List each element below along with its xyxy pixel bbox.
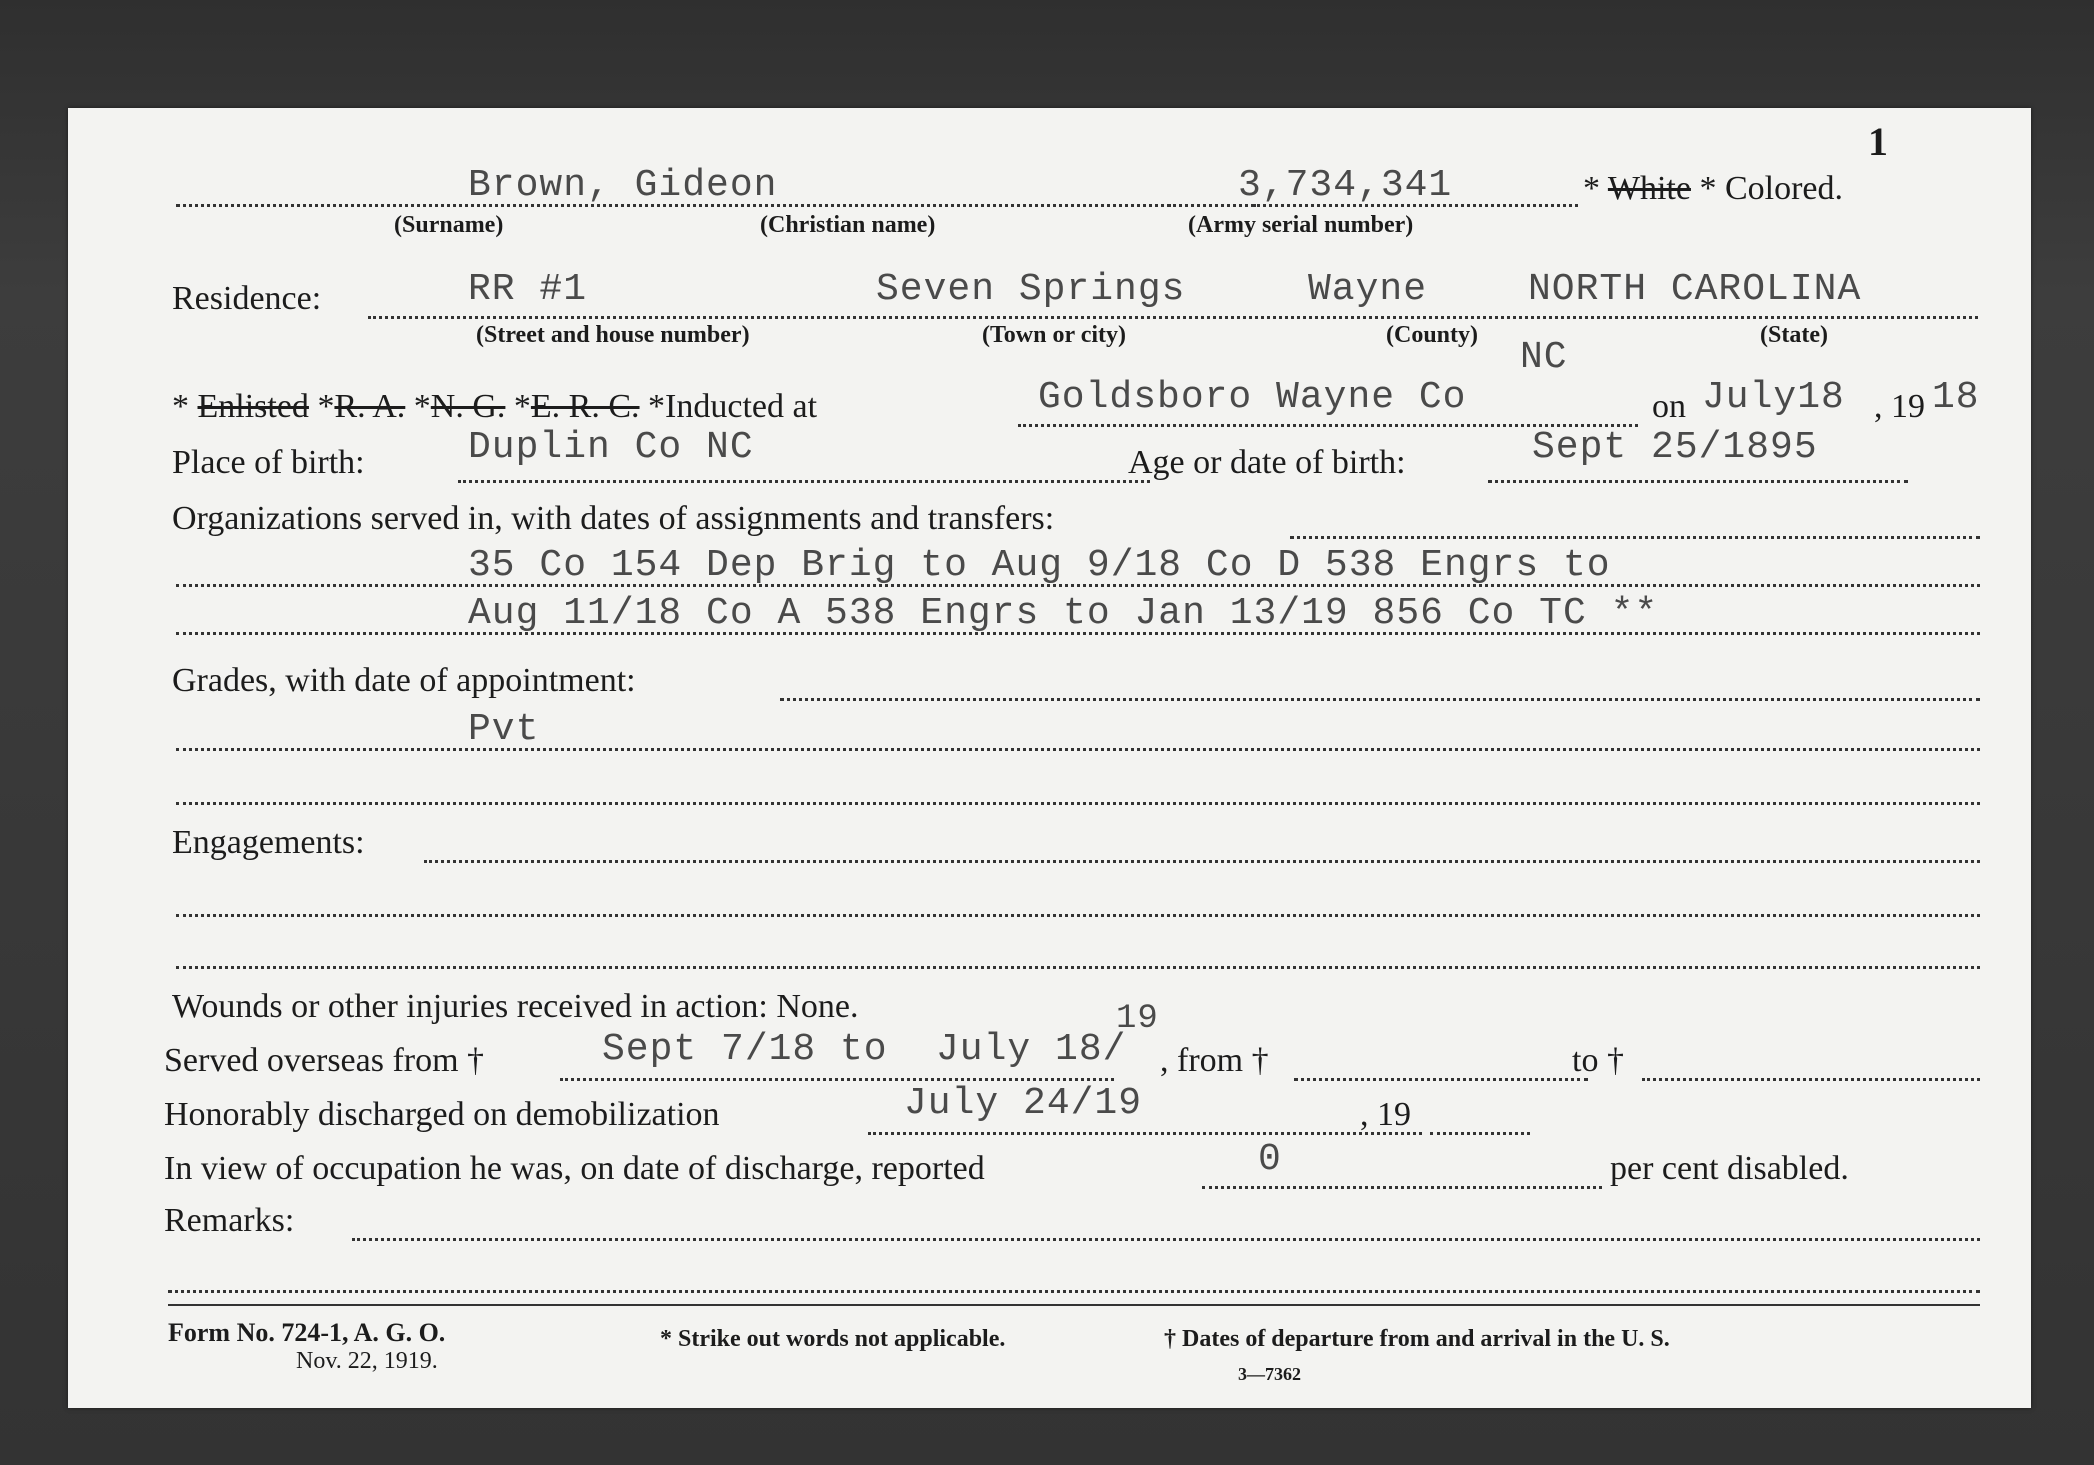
grade-value: Pvt: [468, 708, 540, 751]
race-colored: Colored.: [1724, 170, 1844, 207]
organizations-line2: Aug 11/18 Co A 538 Engrs to Jan 13/19 856 Co TC **: [468, 592, 1659, 635]
year-prefix: , 19: [1874, 388, 1925, 425]
race-white: White: [1607, 170, 1691, 207]
organizations-label: Organizations served in, with dates of assignments and transfers:: [172, 500, 1055, 537]
inducted-place: Goldsboro Wayne Co: [1038, 376, 1467, 419]
overseas-line-2: [1642, 1078, 1980, 1081]
star: *: [317, 388, 335, 425]
discharge-year: , 19: [1360, 1096, 1411, 1133]
served-overseas-label: Served overseas from †: [164, 1042, 485, 1079]
remarks-label: Remarks:: [164, 1202, 295, 1239]
residence-label: Residence:: [172, 280, 322, 317]
serial-label: (Army serial number): [1188, 212, 1414, 238]
star: *: [413, 388, 431, 425]
overseas-from2: , from †: [1160, 1042, 1269, 1079]
date-of-birth: Sept 25/1895: [1532, 426, 1818, 469]
enlistment-options: [172, 388, 817, 426]
inducted-year: 18: [1932, 376, 1980, 419]
army-serial-number: 3,734,341: [1238, 164, 1453, 207]
on-label: on: [1652, 388, 1686, 425]
disability-value: 0: [1258, 1138, 1282, 1181]
county-label: (County): [1386, 322, 1479, 348]
regular-army: R. A.: [334, 388, 406, 425]
serial-line: [1168, 204, 1578, 207]
dates-note: † Dates of departure from and arrival in the U. S.: [1164, 1326, 1670, 1352]
disability-line: [1202, 1186, 1602, 1189]
overseas-to-year: 19: [1116, 1000, 1159, 1038]
race-options: [1583, 170, 1843, 208]
inducted-label: *Inducted at: [648, 388, 818, 425]
star: *: [172, 388, 189, 425]
age-label: Age or date of birth:: [1128, 444, 1406, 481]
strike-note: * Strike out words not applicable.: [660, 1326, 1006, 1352]
surname-christian-name: Brown, Gideon: [468, 164, 778, 207]
national-guard: N. G.: [430, 388, 506, 425]
overseas-to-date: July 18/: [936, 1028, 1127, 1071]
street-label: (Street and house number): [476, 322, 750, 348]
overseas-line-1: [1294, 1078, 1588, 1081]
remarks-line-0: [352, 1238, 1980, 1241]
wounds-text: Wounds or other injuries received in action: None.: [172, 988, 859, 1025]
organizations-line1: 35 Co 154 Dep Brig to Aug 9/18 Co D 538 Engrs to: [468, 544, 1611, 587]
grades-line-1: [176, 748, 1980, 751]
discharge-line: [868, 1132, 1422, 1135]
town-label: (Town or city): [982, 322, 1126, 348]
engagements-line-1: [176, 914, 1980, 917]
place-of-birth: Duplin Co NC: [468, 426, 754, 469]
discharge-date: July 24/19: [904, 1082, 1143, 1125]
star: *: [1583, 170, 1600, 207]
christian-name-label: (Christian name): [760, 212, 936, 238]
surname-label: (Surname): [394, 212, 504, 238]
inducted-state: NC: [1520, 336, 1568, 379]
engagements-line-2: [176, 966, 1980, 969]
star: *: [1699, 170, 1717, 207]
enlisted-reserve-corps: E. R. C.: [530, 388, 640, 425]
form-number: Form No. 724-1, A. G. O.: [168, 1318, 446, 1347]
engagements-line-0: [424, 860, 1980, 863]
overseas-line-0: [560, 1078, 1114, 1081]
disability-label: In view of occupation he was, on date of discharge, reported: [164, 1150, 985, 1187]
residence-town: Seven Springs: [876, 268, 1186, 311]
residence-street: RR #1: [468, 268, 588, 311]
print-code: 3—7362: [1238, 1364, 1301, 1384]
disability-suffix: per cent disabled.: [1610, 1150, 1849, 1187]
place-of-birth-line: [458, 480, 1150, 483]
residence-state: NORTH CAROLINA: [1528, 268, 1862, 311]
inducted-date: July18: [1702, 376, 1845, 419]
discharge-year-line: [1430, 1132, 1530, 1135]
org-line-0: [1290, 536, 1980, 539]
form-date: Nov. 22, 1919.: [296, 1348, 438, 1374]
footer-rule: [168, 1304, 1980, 1306]
enlisted: Enlisted: [197, 388, 309, 425]
state-label: (State): [1760, 322, 1828, 348]
overseas-from-date: Sept 7/18: [602, 1028, 817, 1071]
grades-line-2: [176, 802, 1980, 805]
engagements-label: Engagements:: [172, 824, 365, 861]
discharge-label: Honorably discharged on demobilization: [164, 1096, 720, 1133]
service-record-card: [68, 108, 2031, 1408]
card-number: 1: [1868, 119, 1888, 164]
remarks-line-1: [168, 1290, 1980, 1293]
age-line: [1488, 480, 1908, 483]
star: *: [513, 388, 531, 425]
grades-line-0: [780, 698, 1980, 701]
overseas-to2: to †: [1572, 1042, 1624, 1079]
grades-label: Grades, with date of appointment:: [172, 662, 636, 699]
residence-county: Wayne: [1308, 268, 1428, 311]
residence-line: [368, 316, 1978, 319]
overseas-to-word: to: [840, 1028, 888, 1071]
place-of-birth-label: Place of birth:: [172, 444, 365, 481]
